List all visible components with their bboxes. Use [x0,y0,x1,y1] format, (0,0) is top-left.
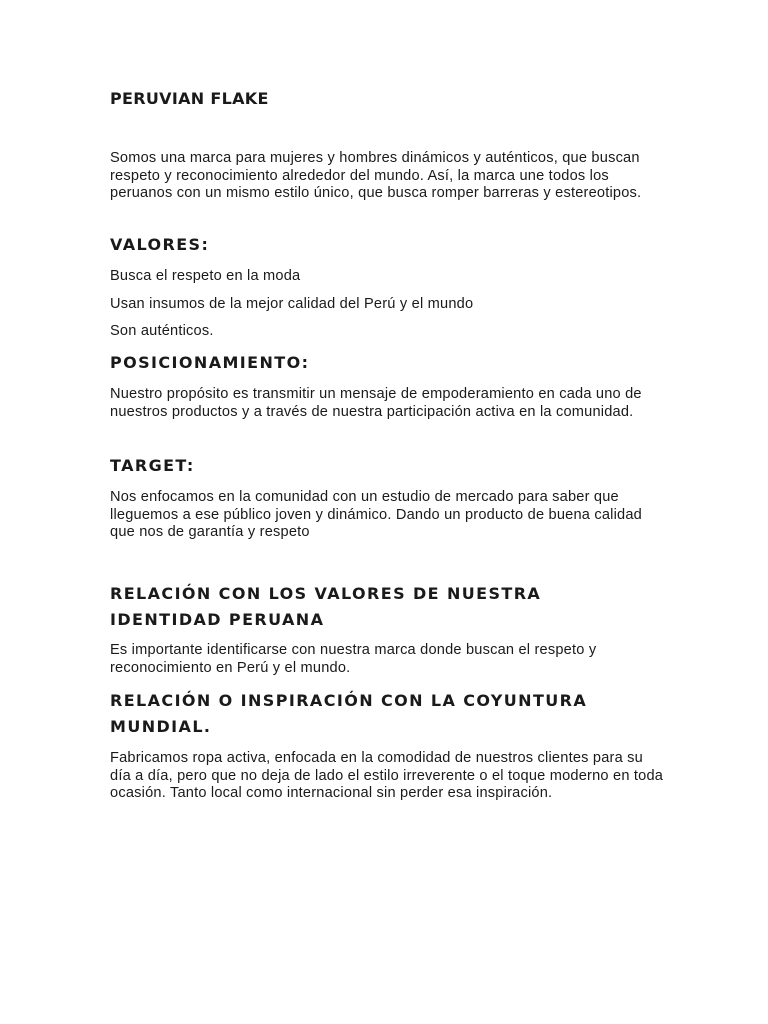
valores-item: Son auténticos. [110,323,214,339]
posicionamiento-paragraph: Nuestro propósito es transmitir un mensaje de empoderamiento en cada uno de nuestros productos y a través de nuestra participación activa en la comunidad. [110,386,642,420]
relacion-coyuntura-paragraph: Fabricamos ropa activa, enfocada en la comodidad de nuestros clientes para su día a día, pero que no deja de lado el estilo irreverente o el toque moderno en toda ocasión. Tanto local como internacional sin perder esa inspiración. [110,750,664,802]
target-paragraph: Nos enfocamos en la comunidad con un estudio de mercado para saber que lleguemos a ese público joven y dinámico. Dando un producto de buena calidad que nos de garantía y respeto [110,489,643,541]
relacion-coyuntura-heading: RELACIÓN O INSPIRACIÓN CON LA COYUNTURA MUNDIAL. [110,691,588,736]
relacion-identidad-paragraph: Es importante identificarse con nuestra marca donde buscan el respeto y reconocimiento en Perú y el mundo. [110,642,597,676]
intro-paragraph: Somos una marca para mujeres y hombres dinámicos y auténticos, que buscan respeto y reconocimiento alrededor del mundo. Así, la marca une todos los peruanos con un mismo estilo único, que busca romper barreras y estereotipos. [110,150,642,202]
valores-item: Busca el respeto en la moda [110,268,301,284]
valores-heading: VALORES: [110,235,210,254]
document-title: PERUVIAN FLAKE [110,89,269,108]
target-heading: TARGET: [110,456,195,475]
valores-item: Usan insumos de la mejor calidad del Perú y el mundo [110,296,474,312]
relacion-identidad-heading: RELACIÓN CON LOS VALORES DE NUESTRA IDENTIDAD PERUANA [110,584,542,629]
posicionamiento-heading: POSICIONAMIENTO: [110,353,310,372]
